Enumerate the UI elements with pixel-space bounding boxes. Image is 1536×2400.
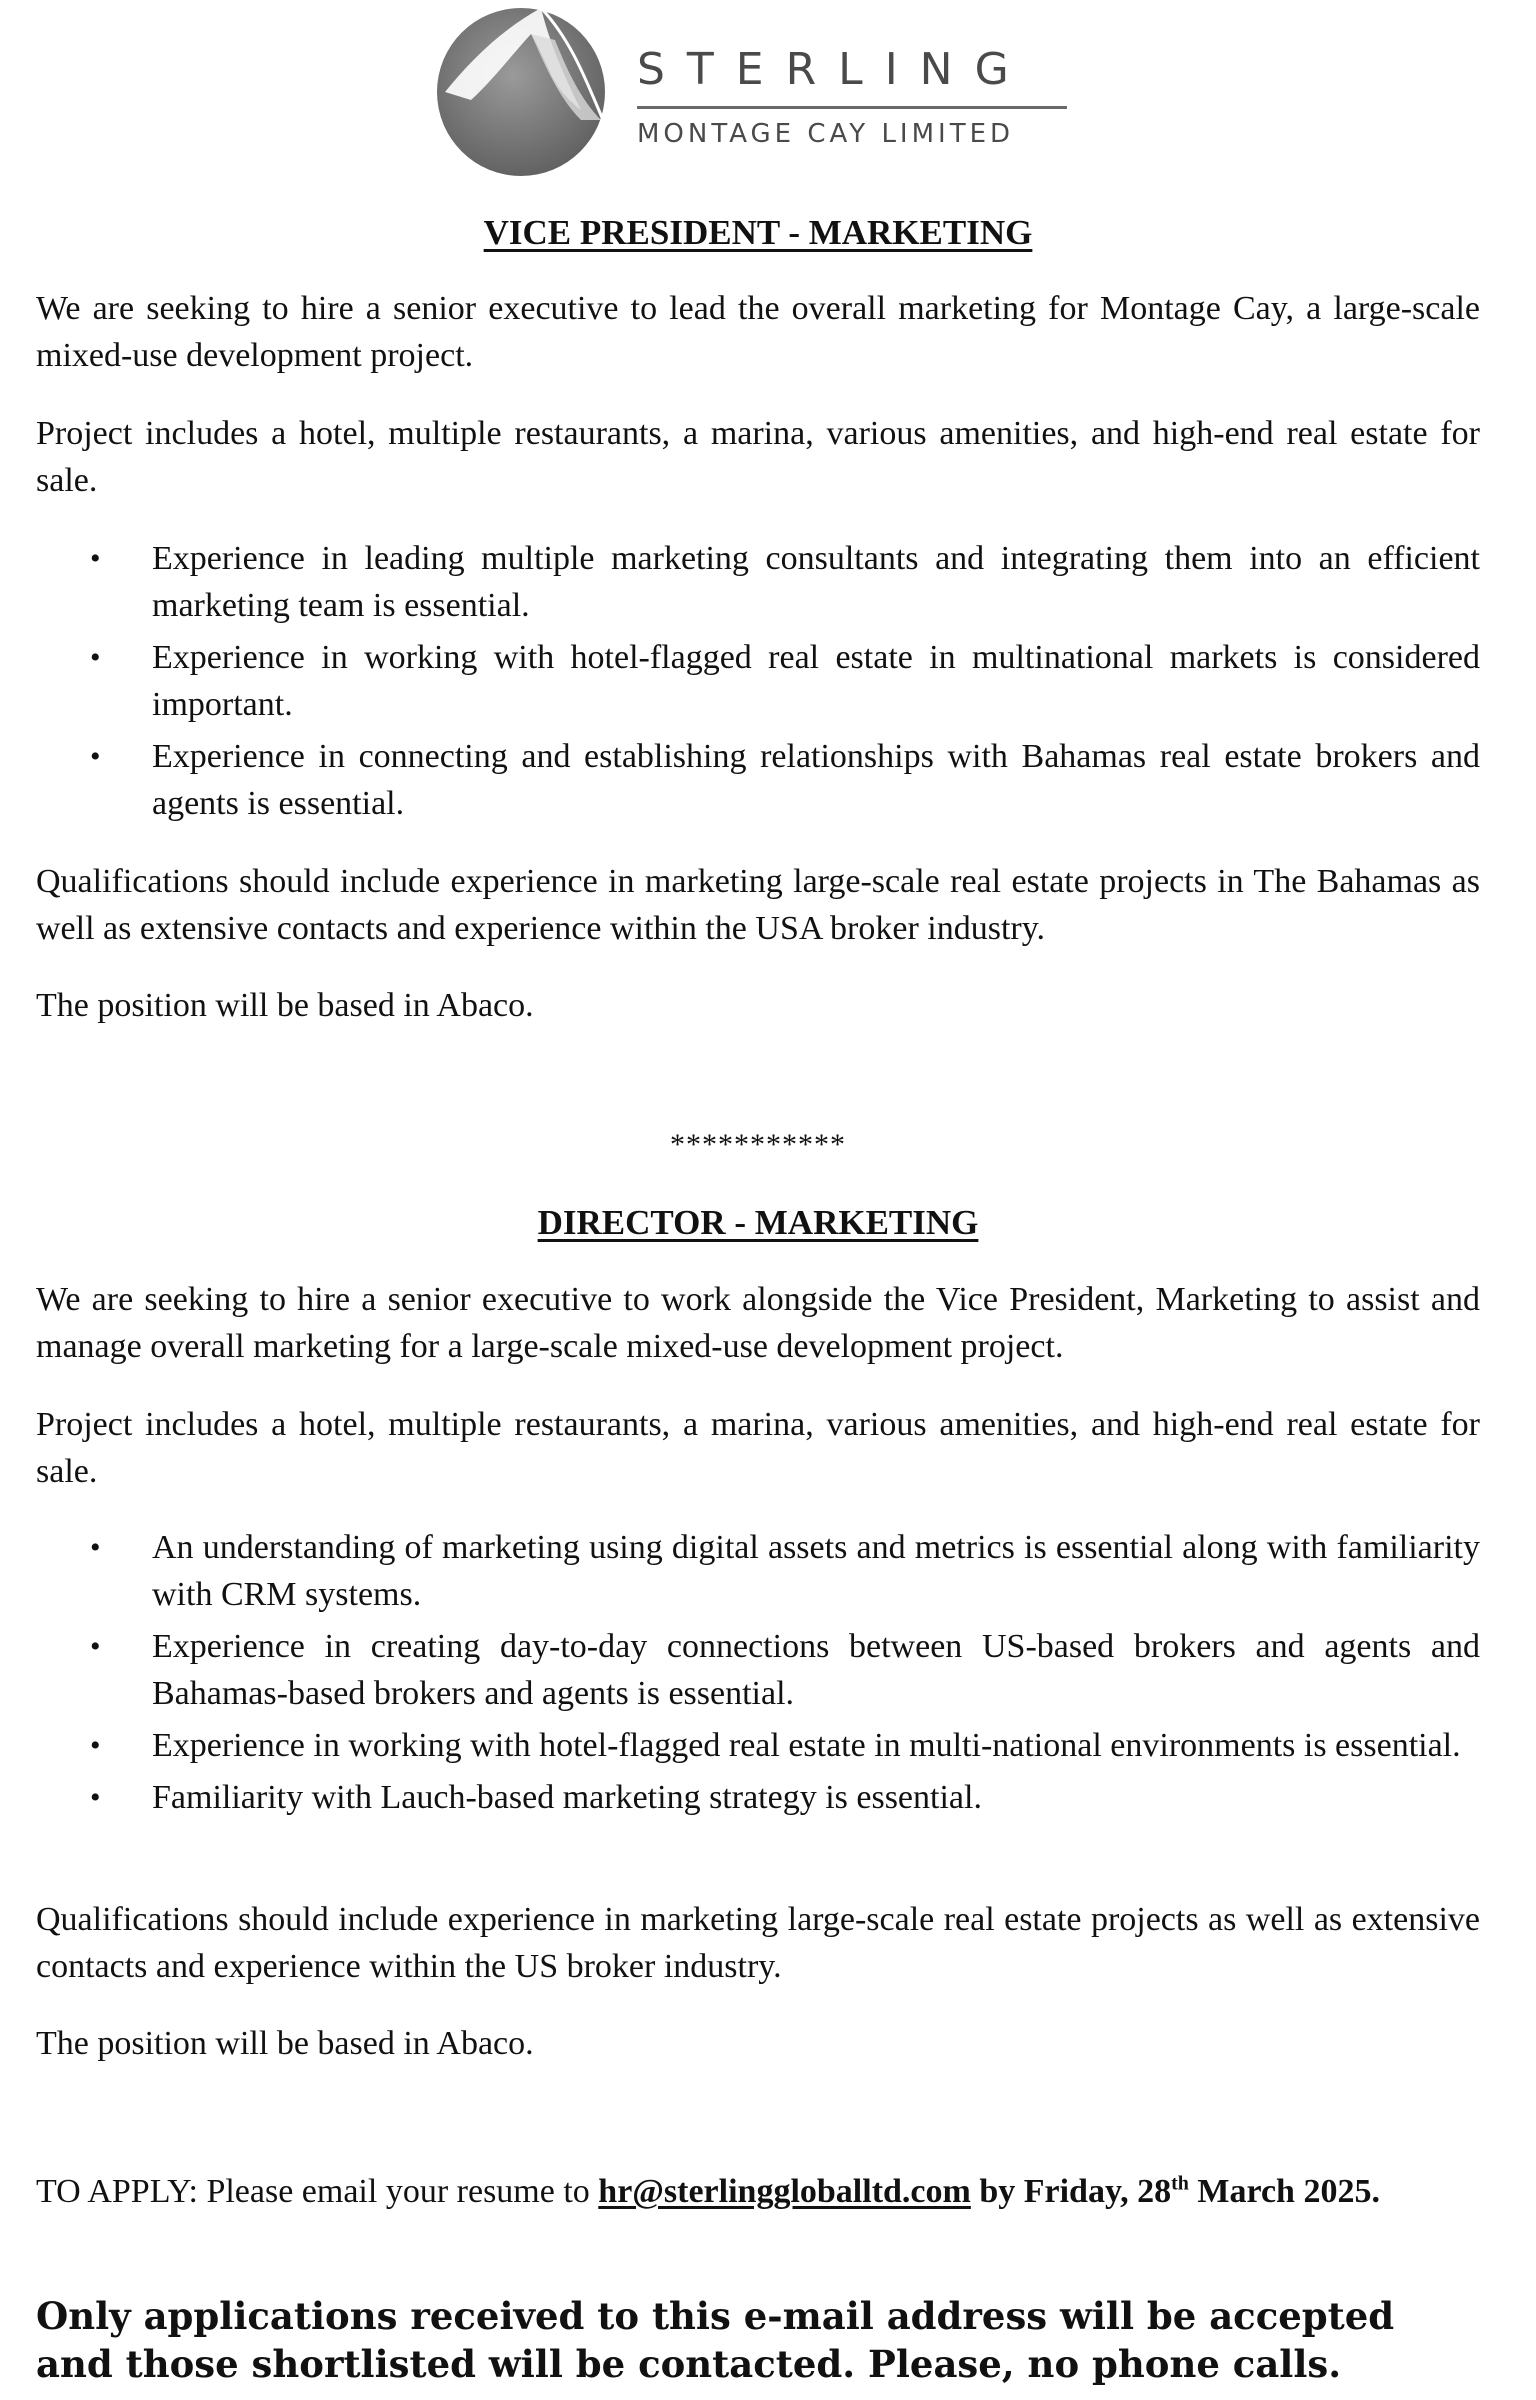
position-intro-vp: We are seeking to hire a senior executive to lead the overall marketing for Montage Cay, a large-scale mixed-use development project. bbox=[36, 290, 1480, 374]
bullet-icon: • bbox=[90, 1531, 101, 1564]
requirement-text: Familiarity with Lauch-based marketing strategy is essential. bbox=[152, 1779, 982, 1816]
bullet-icon: • bbox=[90, 740, 101, 773]
list-item bbox=[36, 1524, 1480, 1618]
mountain-logo-icon bbox=[431, 0, 611, 180]
apply-email-link[interactable]: hr@sterlinggloballtd.com bbox=[598, 2173, 971, 2210]
requirement-text: Experience in leading multiple marketing consultants and integrating them into an efficient marketing team is essential. bbox=[152, 540, 1480, 624]
requirements-list-vp bbox=[36, 535, 1480, 832]
requirement-text: Experience in working with hotel-flagged real estate in multinational markets is considered important. bbox=[152, 639, 1480, 723]
requirement-text: An understanding of marketing using digital assets and metrics is essential along with familiarity with CRM systems. bbox=[152, 1529, 1480, 1613]
position-qualifications-director: Qualifications should include experience in marketing large-scale real estate projects as well as extensive contacts and experience within the US broker industry. bbox=[36, 1901, 1480, 1985]
application-notice: Only applications received to this e-mail address will be accepted and those shortlisted will be contacted. Please, no phone calls. bbox=[36, 2294, 1395, 2386]
requirement-text: Experience in working with hotel-flagged real estate in multi-national environments is essential. bbox=[152, 1727, 1461, 1764]
bullet-icon: • bbox=[90, 1630, 101, 1663]
requirement-text: Experience in creating day-to-day connections between US-based brokers and agents and Bahamas-based brokers and agents is essential. bbox=[152, 1628, 1480, 1712]
section-separator: *********** bbox=[670, 1128, 846, 1161]
bullet-icon: • bbox=[90, 641, 101, 674]
position-location-director: The position will be based in Abaco. bbox=[36, 2025, 534, 2062]
requirement-text: Experience in connecting and establishing relationships with Bahamas real estate brokers and agents is essential. bbox=[152, 738, 1480, 822]
bullet-icon: • bbox=[90, 542, 101, 575]
apply-prefix: TO APPLY: Please email your resume to bbox=[36, 2173, 590, 2210]
list-item bbox=[36, 1774, 1480, 1821]
position-project-director: Project includes a hotel, multiple restaurants, a marina, various amenities, and high-end real estate for sale. bbox=[36, 1406, 1480, 1490]
bullet-icon: • bbox=[90, 1781, 101, 1814]
position-qualifications-vp: Qualifications should include experience in marketing large-scale real estate projects in The Bahamas as well as extensive contacts and experience within the USA broker industry. bbox=[36, 863, 1480, 947]
company-subtitle: MONTAGE CAY LIMITED bbox=[637, 118, 1015, 149]
apply-deadline bbox=[979, 2173, 1380, 2210]
company-logo bbox=[431, 0, 1111, 180]
requirements-list-director bbox=[36, 1524, 1480, 1826]
list-item bbox=[36, 733, 1480, 827]
position-intro-director: We are seeking to hire a senior executive to work alongside the Vice President, Marketing to assist and manage overall marketing for a large-scale mixed-use development project. bbox=[36, 1281, 1480, 1365]
position-title-director: DIRECTOR - MARKETING bbox=[537, 1203, 979, 1242]
list-item bbox=[36, 1623, 1480, 1717]
list-item bbox=[36, 634, 1480, 728]
deadline-end: March 2025. bbox=[1197, 2173, 1380, 2210]
list-item bbox=[36, 1722, 1480, 1769]
job-advertisement bbox=[36, 0, 1480, 2400]
company-name: STERLING bbox=[637, 43, 1031, 95]
deadline-suffix: th bbox=[1171, 2172, 1189, 2195]
position-location-vp: The position will be based in Abaco. bbox=[36, 987, 534, 1024]
logo-wordmark bbox=[637, 34, 1067, 147]
list-item bbox=[36, 535, 1480, 629]
deadline-prefix: by Friday, 28 bbox=[979, 2173, 1172, 2210]
logo-divider bbox=[637, 106, 1067, 109]
position-title-vp: VICE PRESIDENT - MARKETING bbox=[483, 213, 1033, 252]
apply-instructions bbox=[36, 2168, 1480, 2215]
bullet-icon: • bbox=[90, 1729, 101, 1762]
position-project-vp: Project includes a hotel, multiple restaurants, a marina, various amenities, and high-end real estate for sale. bbox=[36, 415, 1480, 499]
